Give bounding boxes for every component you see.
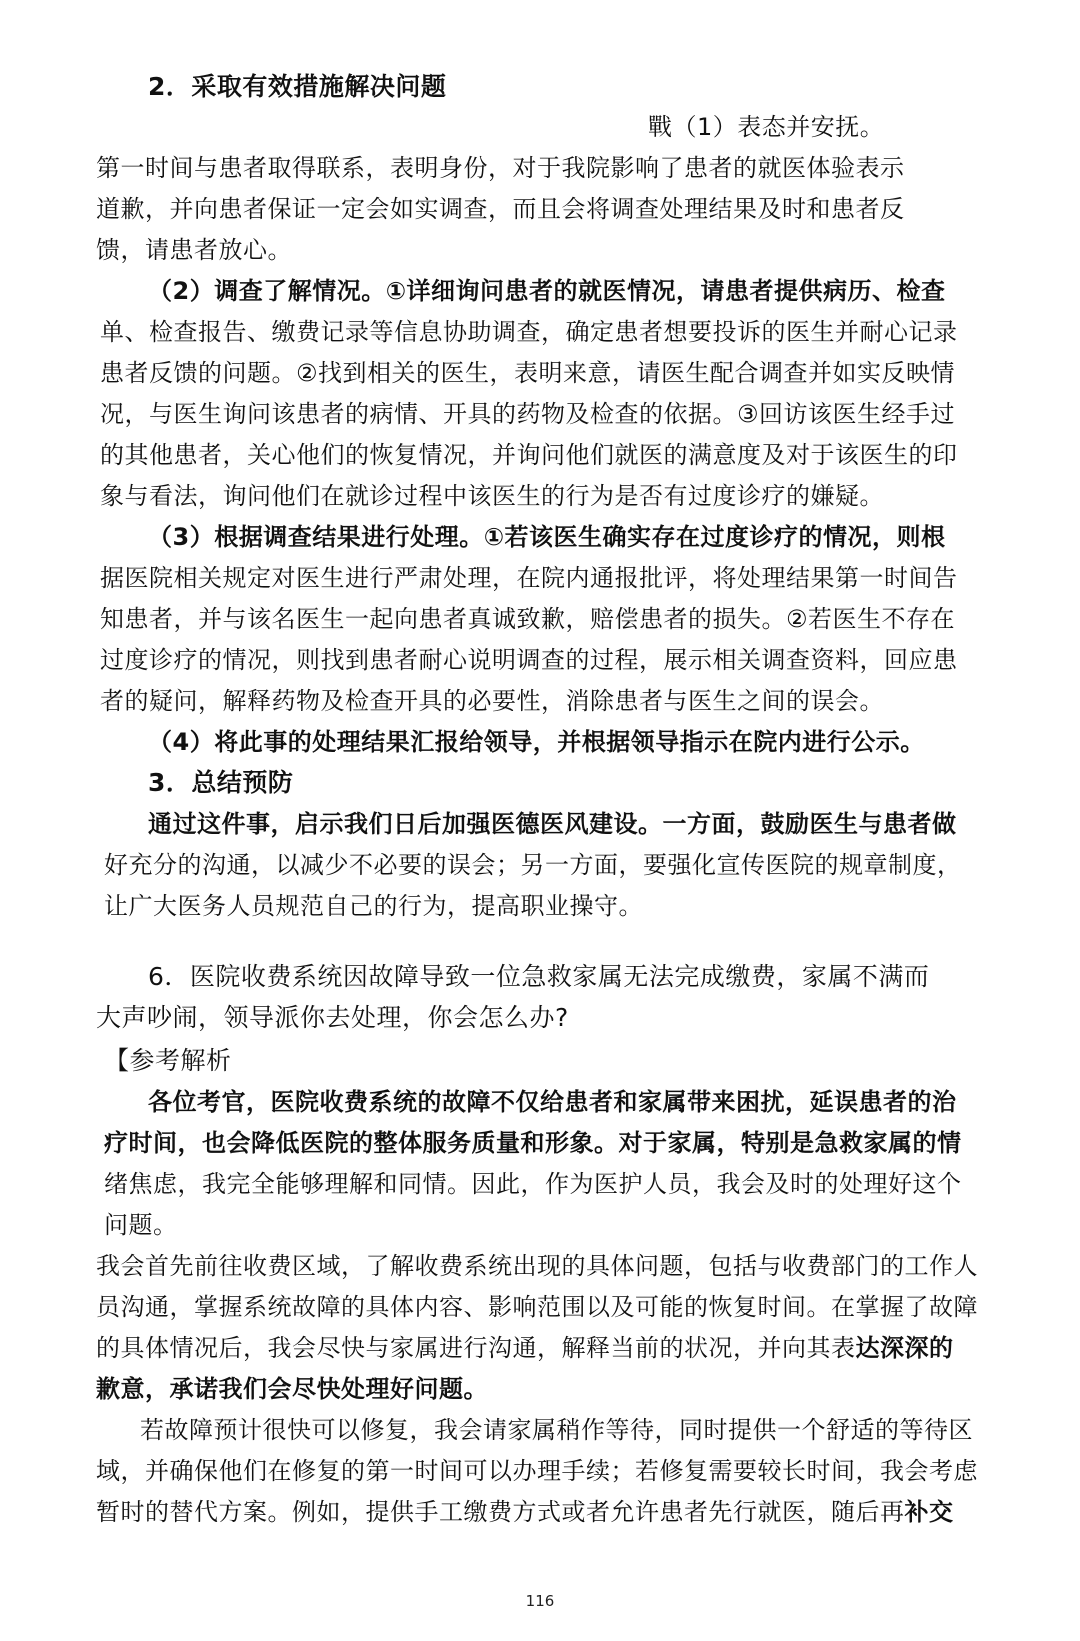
paragraph-line: 各位考官，医院收费系统的故障不仅给患者和家属带来困扰，延误患者的治 [148,1088,957,1116]
paragraph-line: 知患者，并与该名医生一起向患者真诚致歉，赔偿患者的损失。②若医生不存在 [100,605,956,633]
paragraph-line: 我会首先前往收费区域，了解收费系统出现的具体问题，包括与收费部门的工作人 [96,1252,978,1280]
question-line: 6．医院收费系统因故障导致一位急救家属无法完成缴费，家属不满而 [148,962,930,991]
paragraph-line: 若故障预计很快可以修复，我会请家属稍作等待，同时提供一个舒适的等待区 [140,1416,973,1444]
question-line: 大声吵闹，领导派你去处理，你会怎么办? [96,1003,569,1032]
answer-heading: 【参考解析 [104,1046,232,1075]
section-heading: 3．总结预防 [148,768,294,797]
paragraph-line: 让广大医务人员规范自己的行为，提高职业操守。 [104,892,643,920]
bold-text-run: 达深深的 [855,1334,954,1362]
paragraph-line: 者的疑问，解释药物及检查开具的必要性，消除患者与医生之间的误会。 [100,687,884,715]
paragraph-line: 绪焦虑，我完全能够理解和同情。因此，作为医护人员，我会及时的处理好这个 [104,1170,962,1198]
paragraph-line: 过度诊疗的情况，则找到患者耐心说明调查的过程，展示相关调查资料，回应患 [100,646,958,674]
text-run: 的具体情况后，我会尽快与家属进行沟通，解释当前的状况，并向其表 [96,1334,856,1362]
paragraph-line: 据医院相关规定对医生进行严肃处理，在院内通报批评，将处理结果第一时间告 [100,564,958,592]
paragraph-line: 患者反馈的问题。②找到相关的医生，表明来意，请医生配合调查并如实反映情 [100,359,956,387]
paragraph-line: 域，并确保他们在修复的第一时间可以办理手续；若修复需要较长时间，我会考虑 [96,1457,978,1485]
paragraph-line [96,1333,954,1363]
paragraph-line: 歉意，承诺我们会尽快处理好问题。 [96,1375,488,1403]
page-number: 116 [525,1592,555,1610]
paragraph-line: 戰（1）表态并安抚。 [648,113,885,141]
text-run: 暂时的替代方案。例如，提供手工缴费方式或者允许患者先行就医，随后再 [96,1498,905,1526]
paragraph-line: （4）将此事的处理结果汇报给领导，并根据领导指示在院内进行公示。 [148,728,925,756]
paragraph-line: （3）根据调查结果进行处理。①若该医生确实存在过度诊疗的情况，则根 [148,523,946,551]
paragraph-line: 疗时间，也会降低医院的整体服务质量和形象。对于家属，特别是急救家属的情 [104,1129,962,1157]
paragraph-line: 道歉，并向患者保证一定会如实调查，而且会将调查处理结果及时和患者反 [96,195,905,223]
paragraph-line: 单、检查报告、缴费记录等信息协助调查，确定患者想要投诉的医生并耐心记录 [100,318,958,346]
paragraph-line [96,1497,954,1527]
paragraph-line: 通过这件事，启示我们日后加强医德医风建设。一方面，鼓励医生与患者做 [148,810,957,838]
paragraph-line: 馈，请患者放心。 [96,236,292,264]
paragraph-line: 象与看法，询问他们在就诊过程中该医生的行为是否有过度诊疗的嫌疑。 [100,482,884,510]
paragraph-line: 好充分的沟通，以减少不必要的误会；另一方面，要强化宣传医院的规章制度， [104,851,962,879]
paragraph-line: 的其他患者，关心他们的恢复情况，并询问他们就医的满意度及对于该医生的印 [100,441,958,469]
paragraph-line: 员沟通，掌握系统故障的具体内容、影响范围以及可能的恢复时间。在掌握了故障 [96,1293,978,1321]
paragraph-line: （2）调查了解情况。①详细询问患者的就医情况，请患者提供病历、检查 [148,277,946,305]
section-heading: 2．采取有效措施解决问题 [148,72,447,101]
paragraph-line: 况，与医生询问该患者的病情、开具的药物及检查的依据。③回访该医生经手过 [100,400,956,428]
paragraph-line: 问题。 [104,1211,178,1239]
bold-text-run: 补交 [904,1498,954,1526]
paragraph-line: 第一时间与患者取得联系，表明身份，对于我院影响了患者的就医体验表示 [96,154,905,182]
